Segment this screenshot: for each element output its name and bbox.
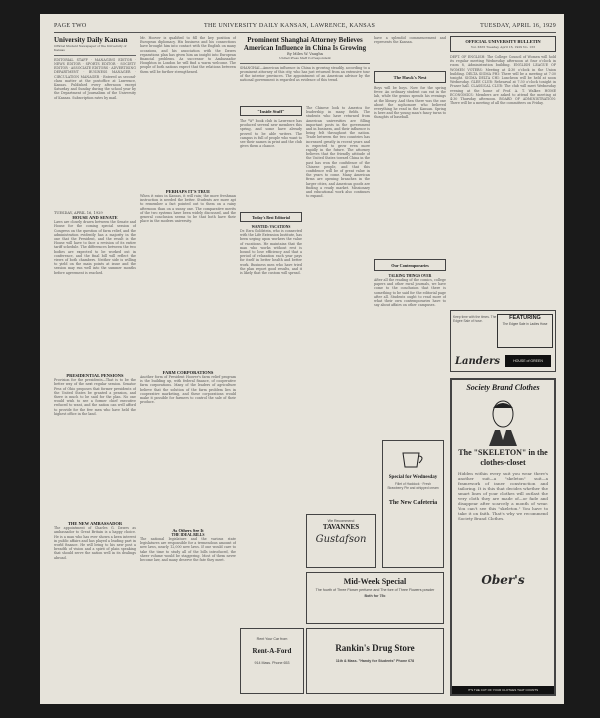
rankins-ad bbox=[306, 628, 444, 694]
obers-logo: Ober's bbox=[481, 573, 525, 587]
column-editorial-2 bbox=[140, 36, 236, 366]
newspaper-page bbox=[40, 14, 564, 704]
masthead-title: University Daily Kansan bbox=[54, 36, 128, 44]
editorial-heading-2: PRESIDENTIAL PENSIONS bbox=[66, 373, 124, 379]
lead-continued: The Chinese look to America for leadership in many fields. The students who have returned from American universities are filling important posts in the government and in business, and their influence is being felt throughout the nation. Trade between the two countries has increased greatly in recent years and is expected to grow even more rapidly in the future. The attorney believes that the friendly attitude of the United States toward China in the past has won the confidence of the Chinese people, and that this confidence will be of great value in the years to come. Many American firms are opening branches in the larger cities, and American goods are finding a ready market. Missionary and educational work also continues to expand. bbox=[306, 106, 370, 199]
editorial-heading-7: THE IDEAL BILLS bbox=[171, 533, 205, 537]
society-title: Society Brand Clothes bbox=[466, 383, 540, 392]
editorial-body-2b: Mr. Hoover is qualified to fill the key position of European diplomacy. His business and his connections have brought him into contact with the English on many occasions, and his association with the Dawes reparations plan has given him an insight into European financial problems. As successor to Ambassador Houghton in London he will find a warm welcome. The people of both nations expect that the relations between them will be further strengthened. bbox=[140, 36, 236, 74]
page-header bbox=[54, 22, 556, 33]
bulletin-body: DEPT. OF ENGLISH: The College Council of Women will hold its regular meeting Wednesday afternoon at four o'clock in room 8, Administration building. ENGLISH LEAGUE OF WOMEN VOTERS: Meeting at 4:30 o'clock in the Union building. DELTA SIGMA PHI: There will be a meeting at 7:30 tonight. SIGMA DELTA CHI: Luncheon will be held at noon Wednesday. GLEE CLUB: Rehearsal at 7:30 o'clock tonight in Fraser hall. CLASSICAL CLUB: The club will meet Wednesday evening at the home of Prof. A. T. Walker. HOME ECONOMICS: Members are asked to attend the meeting at 4:30 Thursday afternoon. BOARD OF ADMINISTRATION: There will be a meeting of all the committees on Friday. bbox=[450, 55, 556, 106]
talking-body: After all the reading of the comics, college papers and other rural journals, we have come to the conclusion that there is something to be said for the editorial page after all. Students ought to read more of what their own contemporaries have to say about affairs on other campuses. bbox=[374, 278, 446, 308]
landers-featuring: FEATURING bbox=[509, 315, 541, 321]
rankins-name: Rankin's Drug Store bbox=[335, 643, 415, 653]
bulletin-box: OFFICIAL UNIVERSITY BULLETIN Vol. XXVI Tuesday, April 16, 1929 No. 133 bbox=[450, 36, 556, 52]
cafeteria-ad bbox=[382, 440, 444, 568]
landers-logo: Landers bbox=[455, 356, 501, 367]
society-brand-ad bbox=[450, 378, 556, 696]
editorial-heading-6: As Others See It bbox=[172, 528, 204, 533]
editorial-body-4: When it rains in Kansas, it will rain; the more freshman instruction is needed the better. Students are more apt to remember a fact pointed out to them on a rainy afternoon than on a sunny one. The comparative merits of the two systems have been widely discussed, and the general conclusion seems to be that both have their place in the modern university. bbox=[140, 194, 236, 224]
lead-byline: By Miles W. Vaughn bbox=[287, 52, 323, 56]
rankins-sub: 11th & Mass. "Handy for Students" Phone 678 bbox=[335, 659, 415, 663]
hawks-nest-body: Boys will be boys. Now for the spring fever. An ordinary student can eat in the lab, while the genius spends his evenings at the library. And then there was the one about the sophomore who believed everything he read in the Kansan. Spring is here and the young man's fancy turns to thoughts of baseball. bbox=[374, 86, 446, 120]
paper-title: THE UNIVERSITY DAILY KANSAN, LAWRENCE, KANSAS bbox=[204, 23, 376, 29]
hawks-nest-box: The Hawk's Nest bbox=[374, 71, 446, 83]
column-lead-left bbox=[240, 106, 302, 506]
cafeteria-special: Special for Wednesday bbox=[388, 475, 438, 480]
editorial-heading-5: FARM CORPORATIONS bbox=[162, 370, 214, 375]
inside-stuff-body: The "W" book club in Lawrence has produced several new members this spring, and some have already proved to be able writers. The campus is full of people who want to see their names in print and the club gives them a chance. bbox=[240, 119, 302, 149]
landers-note: Keep time with the times. The Edgee Sale of hose. bbox=[453, 315, 497, 324]
tavannes-ad bbox=[306, 514, 376, 568]
editorial-body-3: The appointment of Charles G. Dawes as ambassador to Great Britain is a happy choice. He is a man who has ever shown a keen interest in public affairs and has played a leading part in world finance. He will bring to his new post a breadth of vision and a spirit of plain speaking that should serve the nation well in its dealings abroad. bbox=[54, 526, 136, 560]
lead-headline: Prominent Shanghai Attorney Believes American Influence in China Is Growing bbox=[243, 36, 367, 52]
editorial-date: TUESDAY, APRIL 16, 1929 bbox=[54, 210, 103, 215]
tavannes-name: TAVANNES bbox=[322, 523, 360, 532]
midweek-ad bbox=[306, 572, 444, 624]
column-hawks-nest bbox=[374, 36, 446, 446]
column-lead-right bbox=[306, 106, 370, 506]
rent-address: 914 Mass. Phone 653 bbox=[254, 661, 290, 666]
landers-sub: The Edgee Sale in Ladies Hose bbox=[502, 322, 548, 326]
obers-footer: IT'S THE CUT OF YOUR CLOTHES THAT COUNTS bbox=[452, 686, 554, 694]
landers-ad bbox=[450, 310, 556, 372]
editorial-heading-3: THE NEW AMBASSADOR bbox=[67, 521, 123, 527]
best-editorial-box: Today's Best Editorial bbox=[240, 212, 302, 222]
editorial-body-2: Provision for the presidents—That is to be the better way of the next regular session. Senator Fess of Ohio proposes that former presidents of the United States be granted a pension, and there is much to be said for the plan. No one would wish to see a former chief executive reduced to want, and the nation can well afford to provide for the few men who have held the highest office in the land. bbox=[54, 378, 136, 416]
page-number: PAGE TWO bbox=[54, 23, 87, 29]
editorial-heading-1: HOUSE AND SENATE bbox=[72, 215, 118, 221]
top-note: have a splendid commencement and represents the Kansan. bbox=[374, 36, 446, 45]
contemporaries-box: Our Contemporaries bbox=[374, 259, 446, 271]
midweek-title: Mid-Week Special bbox=[343, 577, 407, 586]
column-editorial bbox=[54, 36, 136, 696]
tavannes-head: We Recommend bbox=[327, 519, 355, 523]
column-bulletin bbox=[450, 36, 556, 306]
page-date: TUESDAY, APRIL 16, 1929 bbox=[480, 23, 556, 29]
masthead-sub: Official Student Newspaper of the University of Kansas bbox=[54, 44, 127, 53]
gustafson-logo: Gustafson bbox=[315, 534, 367, 546]
house-green-logo: HOUSE of GREEN bbox=[505, 355, 551, 367]
best-editorial-sub: WANTED: VACATIONS bbox=[251, 225, 291, 229]
midweek-price: Both for 75c bbox=[364, 594, 386, 599]
editorial-heading-4: PERHAPS IT'S TRUE bbox=[165, 189, 211, 194]
editorial-body-1: Laws are closely drawn between the Senate and House for the coming special session of Congress on the question of farm relief, and the administration evidently has a majority in the one that the President, and the result is the House will have to face a revision of its entire tariff schedule. The differences between the two bodies are expected to be worked out in conference, and the final bill will reflect the views of both chambers. Neither side is willing to yield on the main points at issue and the session may run well into the summer months before agreement is reached. bbox=[54, 220, 136, 275]
cafeteria-menu: Fillet of Haddock · Fresh Strawberry Pie and whipped cream bbox=[387, 482, 439, 491]
editorial-body-5: Another form of President Hoover's farm relief program is the building up, with federal finance, of cooperative farm corporations. Many of the leaders of agriculture believe that the solution of the farm problem lies in cooperative marketing, and these corporations would make it possible for farmers to control the sale of their produce. bbox=[140, 375, 236, 405]
lead-byline-sub: United Press Staff Correspondent bbox=[279, 56, 331, 61]
editorial-body-6: The national legislature and the various state legislatures are responsible for a tremendous amount of new laws, nearly 12,000 new laws. If one would care to take the time to study all of the bills introduced, the sheer volume would be staggering. Most of them never become law, and many deserve the fate they meet. bbox=[140, 537, 236, 563]
staff-listing: EDITORIAL STAFF · MANAGING EDITOR · NEWS EDITOR · SPORTS EDITOR · SOCIETY EDITOR · ASSOCIATE EDITORS · ADVERTISING DEPARTMENT · BUSINESS MANAGER · CIRCULATION MANAGER · Entered as second-class matter at the postoffice at Lawrence, Kansas. Published every afternoon except Saturday and Sunday during the school year by the Department of Journalism of the University of Kansas. Subscription rates by mail. bbox=[54, 57, 136, 100]
rent-pre: Rent Your Car from bbox=[256, 637, 288, 641]
rent-name: Rent-A-Ford bbox=[252, 647, 292, 656]
man-illustration bbox=[483, 396, 523, 446]
talking-heading: TALKING THINGS OVER bbox=[388, 274, 432, 278]
lead-body: SHANGHAI—American influence in China is growing steadily, according to a prominent attorney of this city, who has just returned from an extensive tour of the interior provinces. The appointment of an American advisor by the national government is regarded as evidence of this trend. bbox=[240, 65, 370, 83]
cafeteria-name: The New Cafeteria bbox=[388, 500, 438, 507]
skeleton-body: Hidden within every suit you wear there's another suit—a "skeleton" suit—a framework of inner construction and tailoring. It is this that decides whether the smart lines of your clothes will outlast the very cloth they are made of—or fade and disappear after scarcely a month of wear. You can't see this "skeleton." You have to take it on faith. That's why we recommend Society Brand Clothes. bbox=[458, 471, 548, 521]
midweek-sub: The fourth of Three Flower perfume and The fore of Three Flowers powder bbox=[315, 588, 435, 592]
column-editorial-3 bbox=[140, 370, 236, 700]
best-editorial-body: Dr. Ezra Goldstein, who is connected with the Life Extension Institute, has been urging upon workers the value of vacations. He maintains that the man who works without rest is bound to lose efficiency and that a period of relaxation each year pays for itself in better health and better work. Business men who have tried the plan report good results, and it is likely that the custom will spread. bbox=[240, 229, 302, 276]
cup-icon bbox=[399, 447, 427, 471]
inside-stuff-box: "Inside Stuff" bbox=[240, 106, 302, 116]
skeleton-headline: The "SKELETON" in the clothes-closet bbox=[458, 448, 548, 467]
rent-a-ford-ad bbox=[240, 628, 304, 694]
